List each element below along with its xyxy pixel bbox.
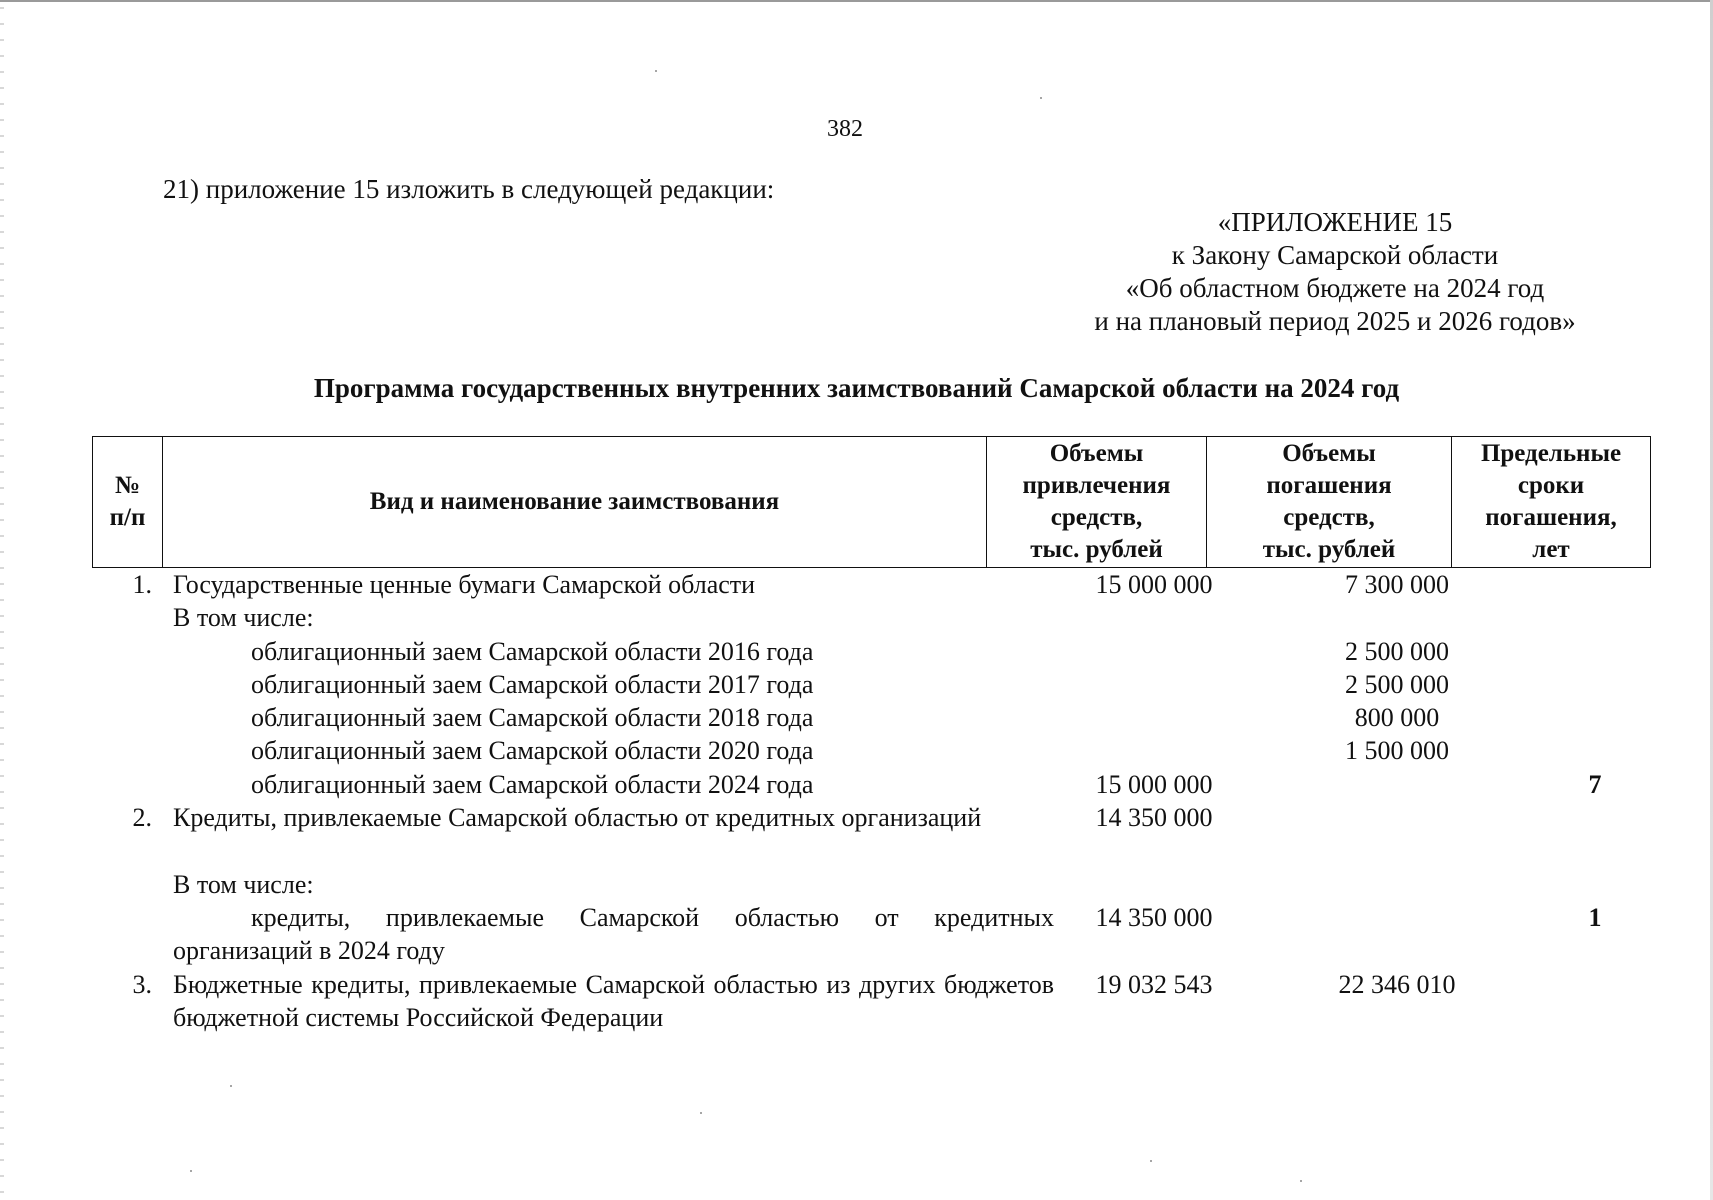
- page-number: 382: [827, 116, 863, 142]
- scan-speck: [655, 70, 657, 72]
- appendix-line-1: «ПРИЛОЖЕНИЕ 15: [1217, 207, 1453, 237]
- scan-top-edge: [0, 0, 1713, 2]
- scan-speck: [190, 1170, 192, 1172]
- scan-speck: [1300, 1180, 1302, 1182]
- table-body: [92, 568, 1650, 1034]
- table-row: облигационный заем Самарской области 2018 года 800 000: [251, 703, 1440, 733]
- header-repay: Объемы погашения средств, тыс. рублей: [1207, 437, 1452, 568]
- table-row: 2. Кредиты, привлекаемые Самарской областью от кредитных организаций 14 350 000: [132, 803, 1213, 833]
- table-row: облигационный заем Самарской области 2024 года 15 000 000 7: [251, 769, 1602, 799]
- appendix-line-3: «Об областном бюджете на 2024 год: [1125, 273, 1545, 303]
- scan-speck: [700, 1112, 702, 1114]
- appendix-line-4: и на плановый период 2025 и 2026 годов»: [1094, 306, 1576, 336]
- appendix-line-2: к Закону Самарской области: [1171, 240, 1499, 270]
- header-attract: Объемы привлечения средств, тыс. рублей: [987, 437, 1207, 568]
- table-row: 1. Государственные ценные бумаги Самарской области 15 000 000 7 300 000: [132, 570, 1449, 599]
- scan-speck: [1150, 1160, 1152, 1162]
- table-row: облигационный заем Самарской области 2016 года 2 500 000: [251, 636, 1449, 666]
- table-row: кредиты, привлекаемые Самарской областью от кредитных организаций в 2024 году 14 350 000 1: [173, 902, 1602, 966]
- table-row: облигационный заем Самарской области 2017 года 2 500 000: [251, 669, 1449, 699]
- header-term: Предельные сроки погашения, лет: [1452, 437, 1651, 568]
- table-row: В том числе:: [173, 603, 314, 633]
- scan-speck: [1040, 97, 1042, 99]
- table-row: В том числе:: [173, 869, 314, 899]
- appendix-header: [1010, 206, 1660, 338]
- table-row: облигационный заем Самарской области 2020 года 1 500 000: [251, 736, 1449, 766]
- header-number: № п/п: [93, 437, 163, 568]
- scan-speck: [230, 1085, 232, 1087]
- header-name: Вид и наименование заимствования: [163, 437, 987, 568]
- amendment-intro: 21) приложение 15 изложить в следующей редакции:: [163, 174, 775, 204]
- document-title: Программа государственных внутренних заимствований Самарской области на 2024 год: [313, 373, 1400, 403]
- scan-left-edge: [0, 0, 4, 1200]
- table-header: [92, 436, 1651, 568]
- table-row: 3. Бюджетные кредиты, привлекаемые Самарской областью из других бюджетов бюджетной системы Российской Федерации 19 032 543 22 346 010: [132, 969, 1456, 1032]
